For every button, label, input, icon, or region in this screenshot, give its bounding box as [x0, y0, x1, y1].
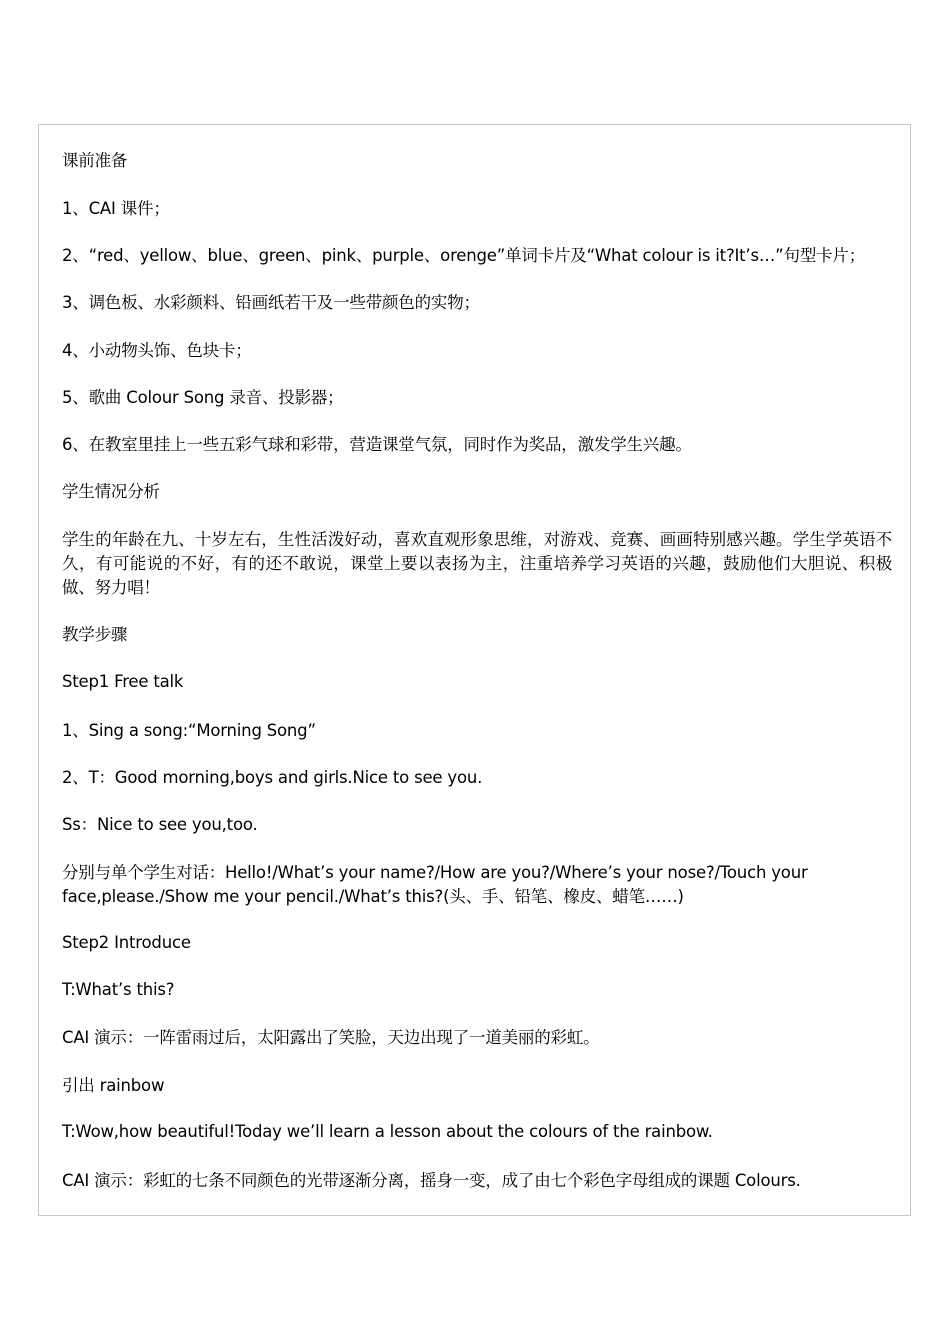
- heading-analysis: 学生情况分析: [62, 482, 160, 501]
- step1-line-4: 分别与单个学生对话：Hello!/What’s your name?/How are you?/Where’s your nose?/Touch your face,please./Show me your pencil./What’s this?(头、手、铅笔、橡皮、蜡笔……): [62, 863, 808, 906]
- step2-title: Step2 Introduce: [62, 933, 191, 952]
- heading-steps: 教学步骤: [62, 625, 128, 644]
- step2-line-3: 引出 rainbow: [62, 1076, 165, 1095]
- step2-line-4: T:Wow,how beautiful!Today we’ll learn a lesson about the colours of the rainbow.: [62, 1122, 713, 1141]
- prep-item-2: 2、“red、yellow、blue、green、pink、purple、orenge”单词卡片及“What colour is it?It’s…”句型卡片；: [62, 246, 866, 265]
- step2-line-5: CAI 演示：彩虹的七条不同颜色的光带逐渐分离，摇身一变，成了由七个彩色字母组成的课题 Colours.: [62, 1171, 801, 1190]
- prep-item-5: 5、歌曲 Colour Song 录音、投影器；: [62, 388, 344, 407]
- step1-line-3: Ss：Nice to see you,too.: [62, 815, 258, 834]
- step2-line-1: T:What’s this?: [62, 980, 175, 999]
- step1-line-2: 2、T：Good morning,boys and girls.Nice to see you.: [62, 768, 483, 787]
- heading-prep: 课前准备: [62, 151, 128, 170]
- prep-item-1: 1、CAI 课件；: [62, 199, 170, 218]
- step1-title: Step1 Free talk: [62, 672, 184, 691]
- step1-line-1: 1、Sing a song:“Morning Song”: [62, 721, 316, 740]
- analysis-paragraph: 学生的年龄在九、十岁左右，生性活泼好动，喜欢直观形象思维，对游戏、竞赛、画画特别感兴趣。学生学英语不久，有可能说的不好，有的还不敢说，课堂上要以表扬为主，注重培养学习英语的兴趣，鼓励他们大胆说、积极做、努力唱！: [62, 530, 892, 597]
- prep-item-4: 4、小动物头饰、色块卡；: [62, 341, 252, 360]
- prep-item-6: 6、在教室里挂上一些五彩气球和彩带，营造课堂气氛，同时作为奖品，激发学生兴趣。: [62, 435, 692, 454]
- prep-item-3: 3、调色板、水彩颜料、铅画纸若干及一些带颜色的实物；: [62, 293, 480, 312]
- step2-line-2: CAI 演示：一阵雷雨过后，太阳露出了笑脸，天边出现了一道美丽的彩虹。: [62, 1028, 600, 1047]
